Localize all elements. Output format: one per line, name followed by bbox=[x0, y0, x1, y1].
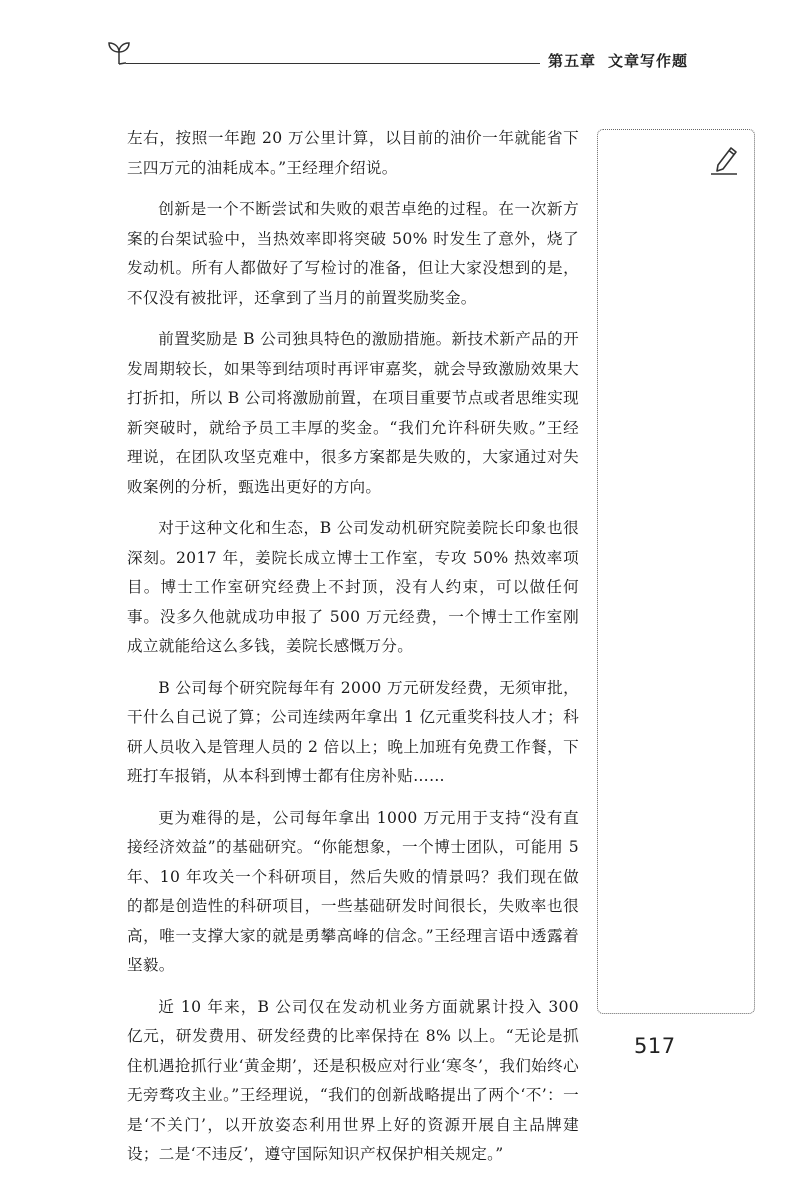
chapter-title: 文章写作题 bbox=[608, 52, 689, 70]
body-text bbox=[127, 124, 579, 1182]
chapter-label: 第五章 bbox=[548, 52, 597, 70]
notes-margin-box bbox=[597, 129, 755, 1014]
page-header bbox=[0, 0, 800, 90]
paragraph: 对于这种文化和生态，B 公司发动机研究院姜院长印象也很深刻。2017 年，姜院长成立博士工作室，专攻 50% 热效率项目。博士工作室研究经费上不封顶，没有人约束，可以做任何事。没多久他就成功申报了 500 万元经费，一个博士工作室刚成立就能给这么多钱，姜院长感慨万分。 bbox=[127, 519, 579, 655]
paragraph: 前置奖励是 B 公司独具特色的激励措施。新技术新产品的开发周期较长，如果等到结项时再评审嘉奖，就会导致激励效果大打折扣，所以 B 公司将激励前置，在项目重要节点或者思维实现新突破时，就给予员工丰厚的奖金。“我们允许科研失败。”王经理说，在团队攻坚克难中，很多方案都是失败的，大家通过对失败案例的分析，甄选出更好的方向。 bbox=[127, 330, 579, 496]
paragraph: 更为难得的是，公司每年拿出 1000 万元用于支持“没有直接经济效益”的基础研究。“你能想象，一个博士团队，可能用 5 年、10 年攻关一个科研项目，然后失败的情景吗？我们现在做的都是创造性的科研项目，一些基础研发时间很长，失败率也很高，唯一支撑大家的就是勇攀高峰的信念。”王经理言语中透露着坚毅。 bbox=[127, 808, 579, 974]
paragraph: 创新是一个不断尝试和失败的艰苦卓绝的过程。在一次新方案的台架试验中，当热效率即将突破 50% 时发生了意外，烧了发动机。所有人都做好了写检讨的准备，但让大家没想到的是，不仅没有被批评，还拿到了当月的前置奖励奖金。 bbox=[127, 200, 579, 307]
paragraph: 近 10 年来，B 公司仅在发动机业务方面就累计投入 300 亿元，研发费用、研发经费的比率保持在 8% 以上。“无论是抓住机遇抢抓行业‘黄金期’，还是积极应对行业‘寒冬’，我们始终心无旁骛攻主业。”王经理说，“我们的创新战略提出了两个‘不’：一是‘不关门’，以开放姿态利用世界上好的资源开展自主品牌建设；二是‘不违反’，遵守国际知识产权保护相关规定。” bbox=[127, 997, 579, 1163]
header-rule bbox=[126, 63, 540, 64]
paragraph: B 公司每个研究院每年有 2000 万元研发经费，无须审批，干什么自己说了算；公司连续两年拿出 1 亿元重奖科技人才；科研人员收入是管理人员的 2 倍以上；晚上加班有免费工作餐，下班打车报销，从本科到博士都有住房补贴…… bbox=[127, 678, 579, 785]
paragraph: 左右，按照一年跑 20 万公里计算，以目前的油价一年就能省下三四万元的油耗成本。”王经理介绍说。 bbox=[127, 129, 579, 177]
running-head bbox=[548, 50, 700, 71]
pencil-icon bbox=[709, 142, 739, 176]
page-number: 517 bbox=[634, 1034, 676, 1058]
